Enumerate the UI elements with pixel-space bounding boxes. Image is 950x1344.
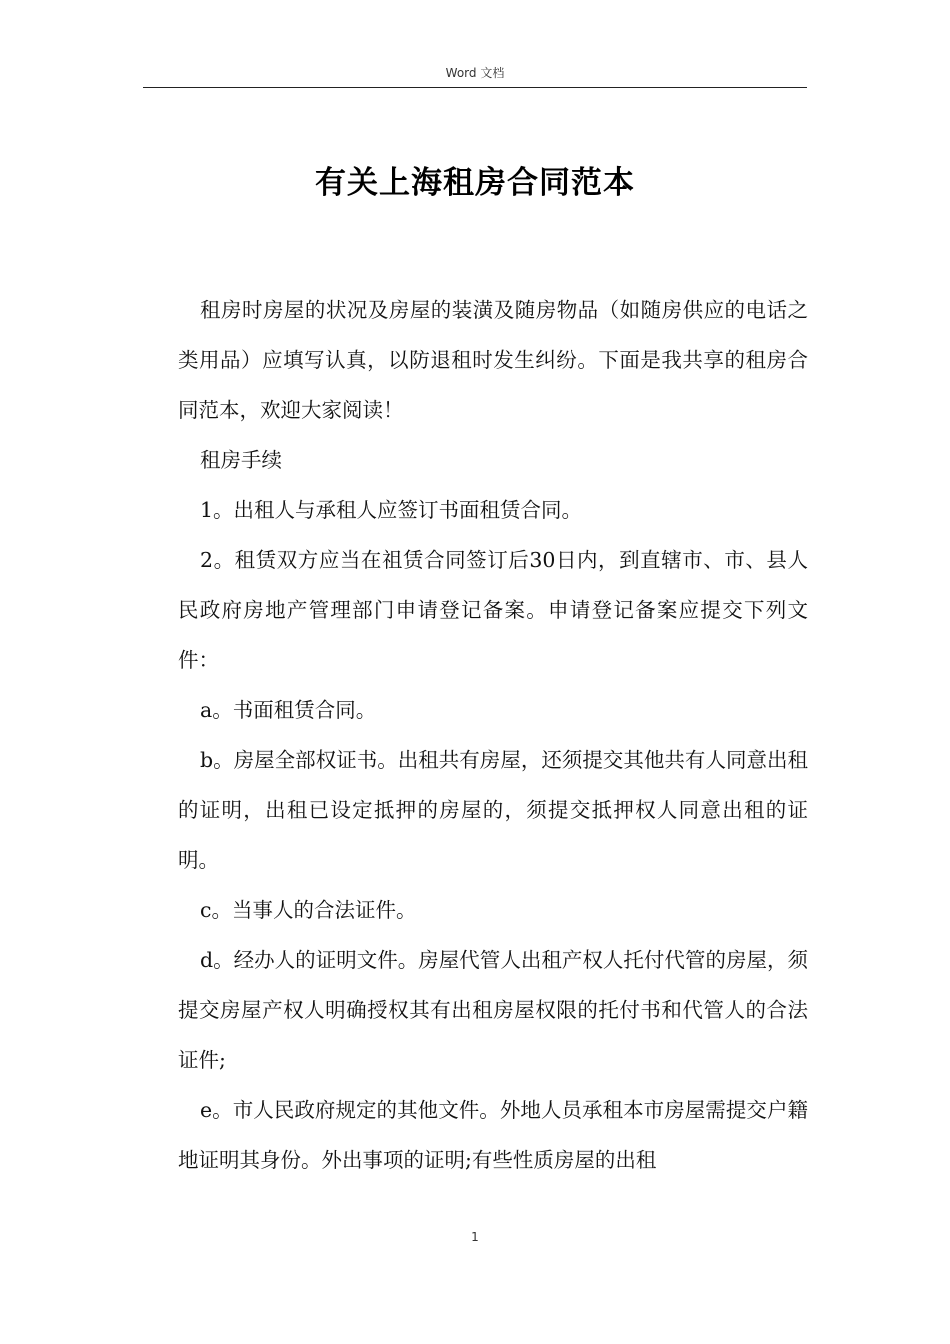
paragraph-item-2: 2。租赁双方应当在祖赁合同签订后30日内，到直辖市、市、县人民政府房地产管理部门申请登记备案。申请登记备案应提交下列文件： [178, 548, 808, 672]
paragraph-item-1: 1。出租人与承租人应签订书面租赁合同。 [200, 498, 583, 522]
document-title: 有关上海租房合同范本 [315, 165, 635, 201]
paragraph-item-e: e。市人民政府规定的其他文件。外地人员承租本市房屋需提交户籍地证明其身份。外出事项的证明;有些性质房屋的出租 [178, 1098, 808, 1172]
page-header-label: Word 文档 [445, 66, 505, 80]
paragraph-item-b: b。房屋全部权证书。出租共有房屋，还须提交其他共有人同意出租的证明，出租已设定抵押的房屋的，须提交抵押权人同意出租的证明。 [178, 748, 808, 872]
header-divider [143, 87, 807, 88]
document-body [178, 285, 808, 1185]
paragraph-item-a: a。书面租赁合同。 [200, 698, 377, 722]
paragraph-item-d: d。经办人的证明文件。房屋代管人出租产权人托付代管的房屋，须提交房屋产权人明确授权其有出租房屋权限的托付书和代管人的合法证件; [178, 948, 808, 1072]
page-number: 1 [471, 1230, 479, 1244]
paragraph-item-c: c。当事人的合法证件。 [200, 898, 417, 922]
paragraph-intro: 租房时房屋的状况及房屋的装潢及随房物品（如随房供应的电话之类用品）应填写认真，以防退租时发生纠纷。下面是我共享的租房合同范本，欢迎大家阅读！ [178, 298, 808, 422]
paragraph-heading-procedures: 租房手续 [200, 448, 282, 472]
